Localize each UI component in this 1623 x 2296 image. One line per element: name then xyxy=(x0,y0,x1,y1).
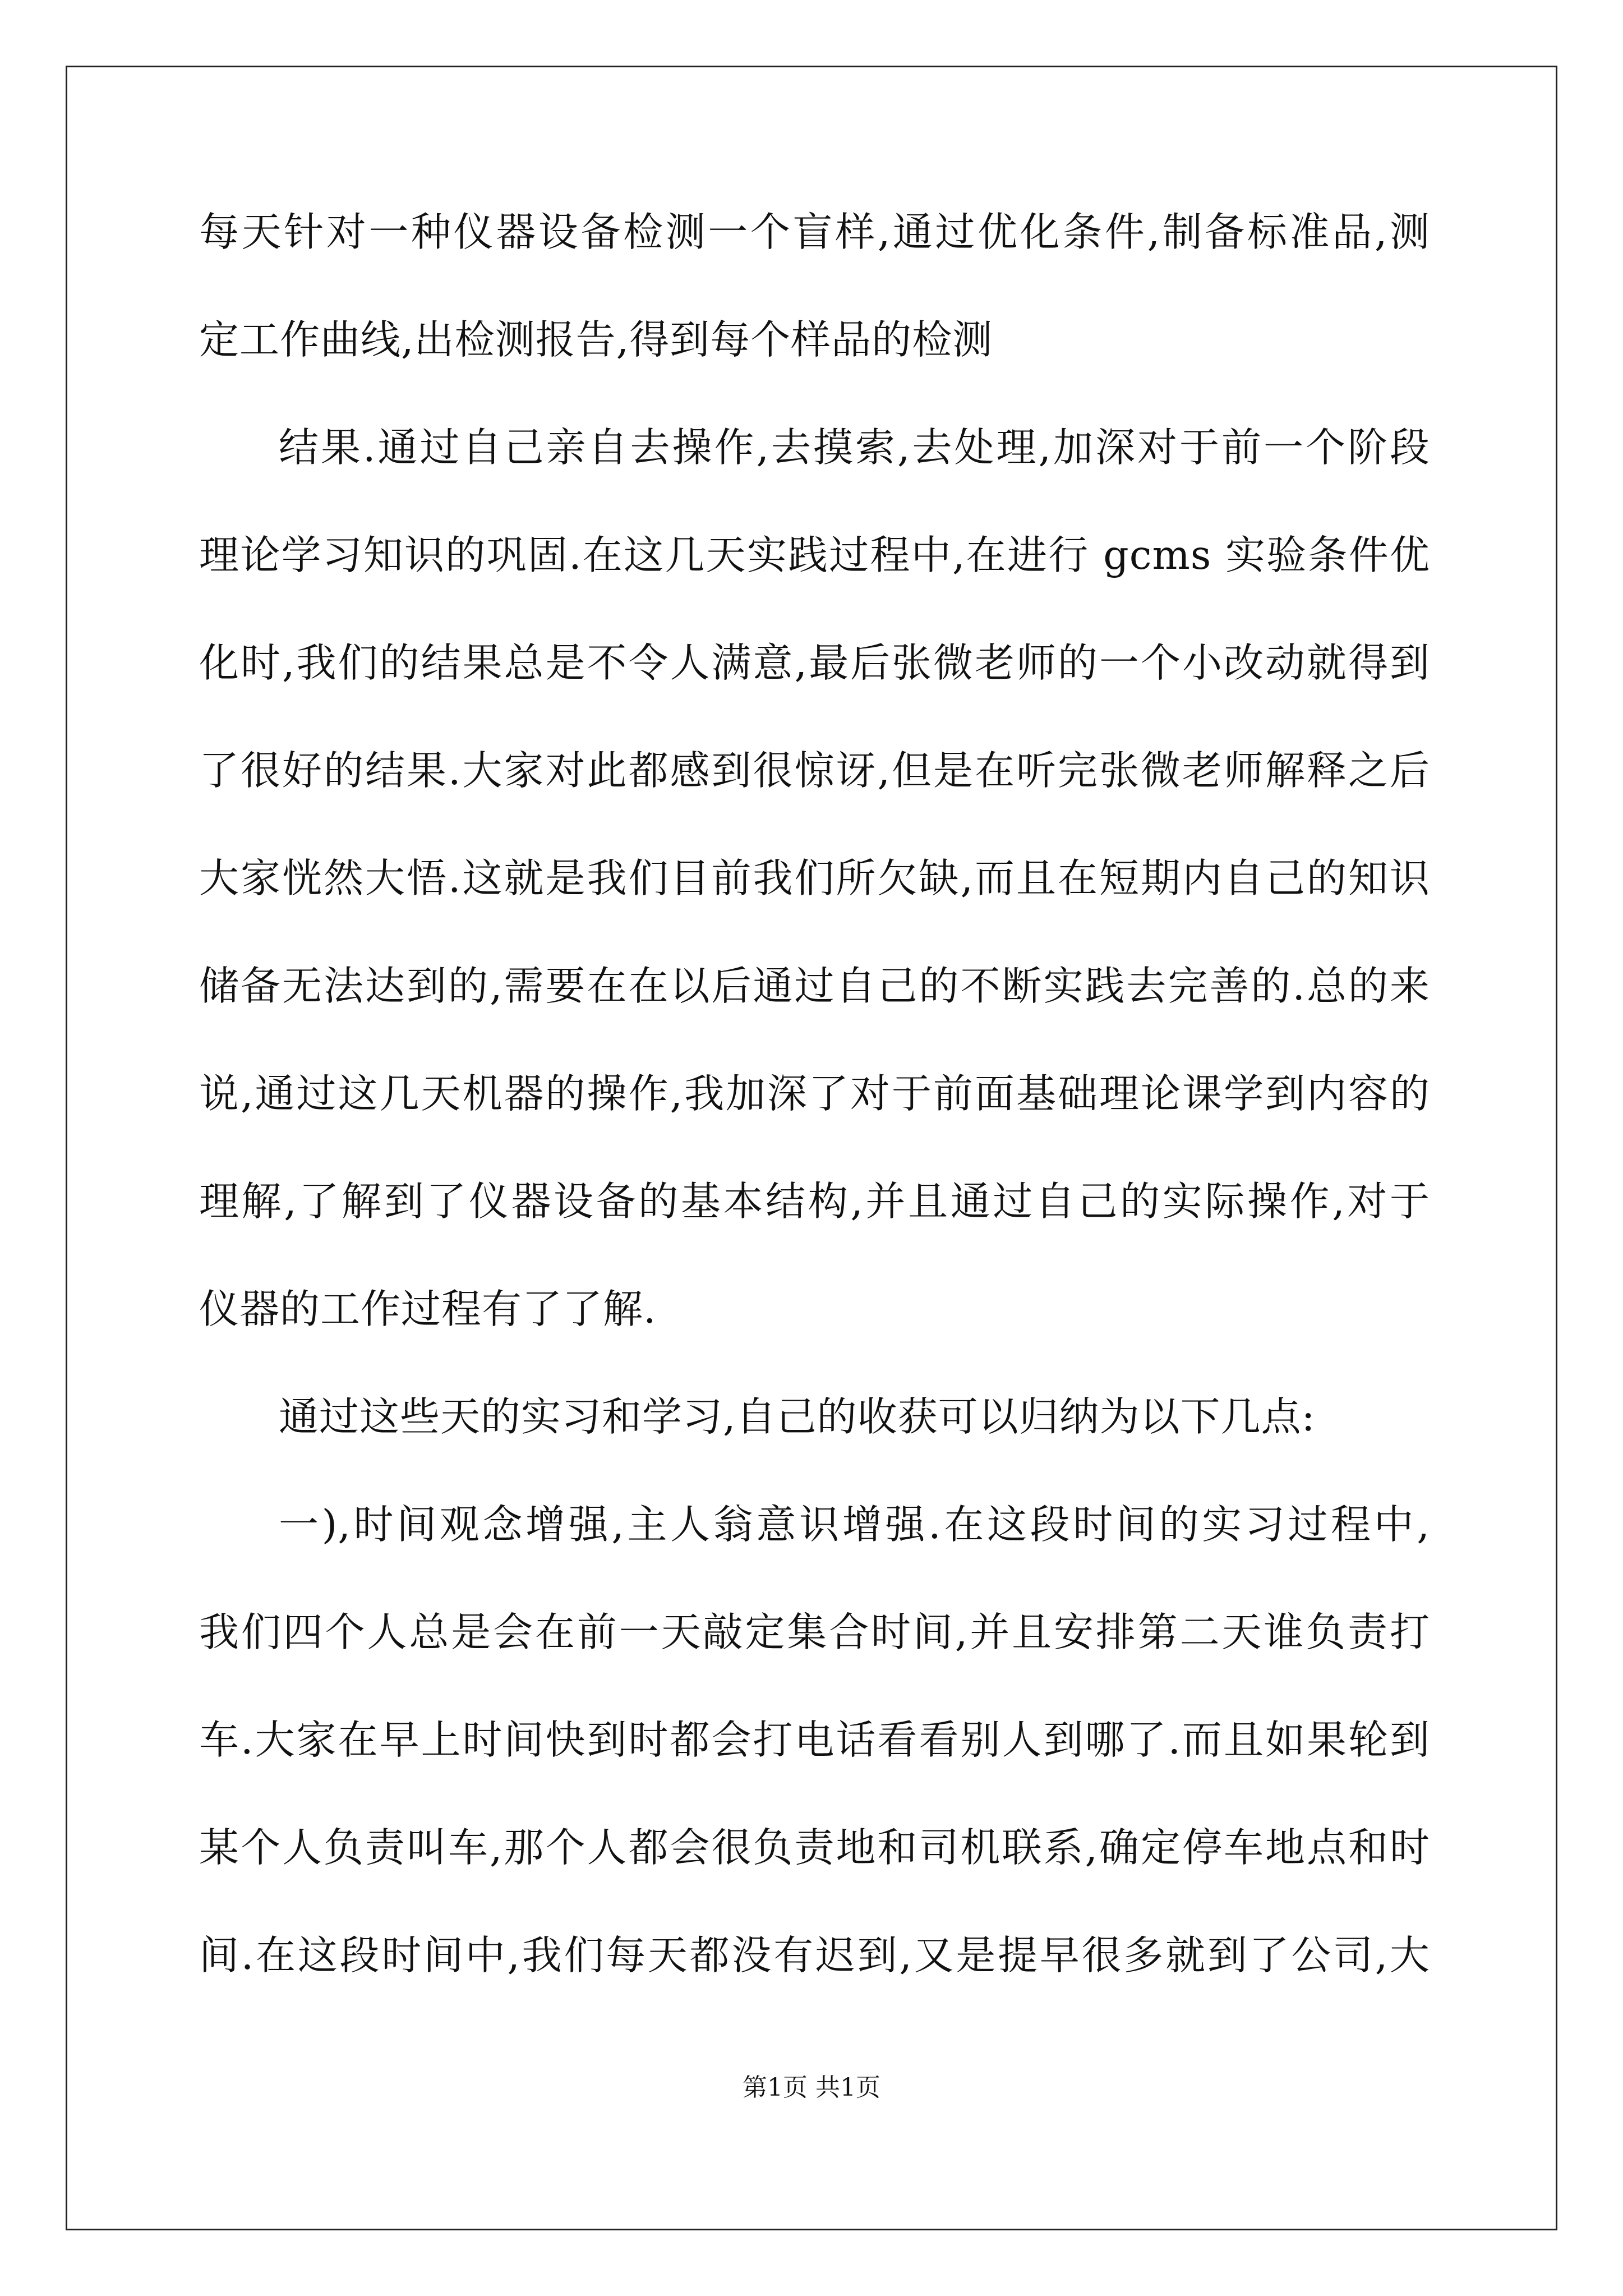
text-line: 理解,了解到了仪器设备的基本结构,并且通过自己的实际操作,对于 xyxy=(199,1178,1430,1225)
text-line: 间.在这段时间中,我们每天都没有迟到,又是提早很多就到了公司,大 xyxy=(199,1932,1430,1978)
text-line: 结果.通过自己亲自去操作,去摸索,去处理,加深对于前一个阶段 xyxy=(279,424,1430,471)
text-line: 通过这些天的实习和学习,自己的收获可以归纳为以下几点: xyxy=(279,1393,1316,1440)
text-line: 储备无法达到的,需要在在以后通过自己的不断实践去完善的.总的来 xyxy=(199,963,1430,1009)
text-line: 理论学习知识的巩固.在这几天实践过程中,在进行 gcms 实验条件优 xyxy=(199,532,1430,578)
text-line: 车.大家在早上时间快到时都会打电话看看别人到哪了.而且如果轮到 xyxy=(199,1717,1430,1763)
text-line: 一),时间观念增强,主人翁意识增强.在这段时间的实习过程中, xyxy=(279,1501,1430,1548)
text-line: 大家恍然大悟.这就是我们目前我们所欠缺,而且在短期内自己的知识 xyxy=(199,855,1430,901)
text-line: 说,通过这几天机器的操作,我加深了对于前面基础理论课学到内容的 xyxy=(199,1070,1430,1117)
text-line: 仪器的工作过程有了了解. xyxy=(199,1286,657,1332)
text-line: 定工作曲线,出检测报告,得到每个样品的检测 xyxy=(199,316,993,363)
text-line: 化时,我们的结果总是不令人满意,最后张微老师的一个小改动就得到 xyxy=(199,639,1431,686)
page-number-footer: 第1页 共1页 xyxy=(743,2073,880,2102)
text-line: 某个人负责叫车,那个人都会很负责地和司机联系,确定停车地点和时 xyxy=(199,1824,1431,1871)
text-line: 了很好的结果.大家对此都感到很惊讶,但是在听完张微老师解释之后 xyxy=(199,747,1430,794)
text-line: 我们四个人总是会在前一天敲定集合时间,并且安排第二天谁负责打 xyxy=(199,1609,1430,1655)
document-body xyxy=(199,205,1430,2036)
text-line: 每天针对一种仪器设备检测一个盲样,通过优化条件,制备标准品,测 xyxy=(199,209,1430,255)
